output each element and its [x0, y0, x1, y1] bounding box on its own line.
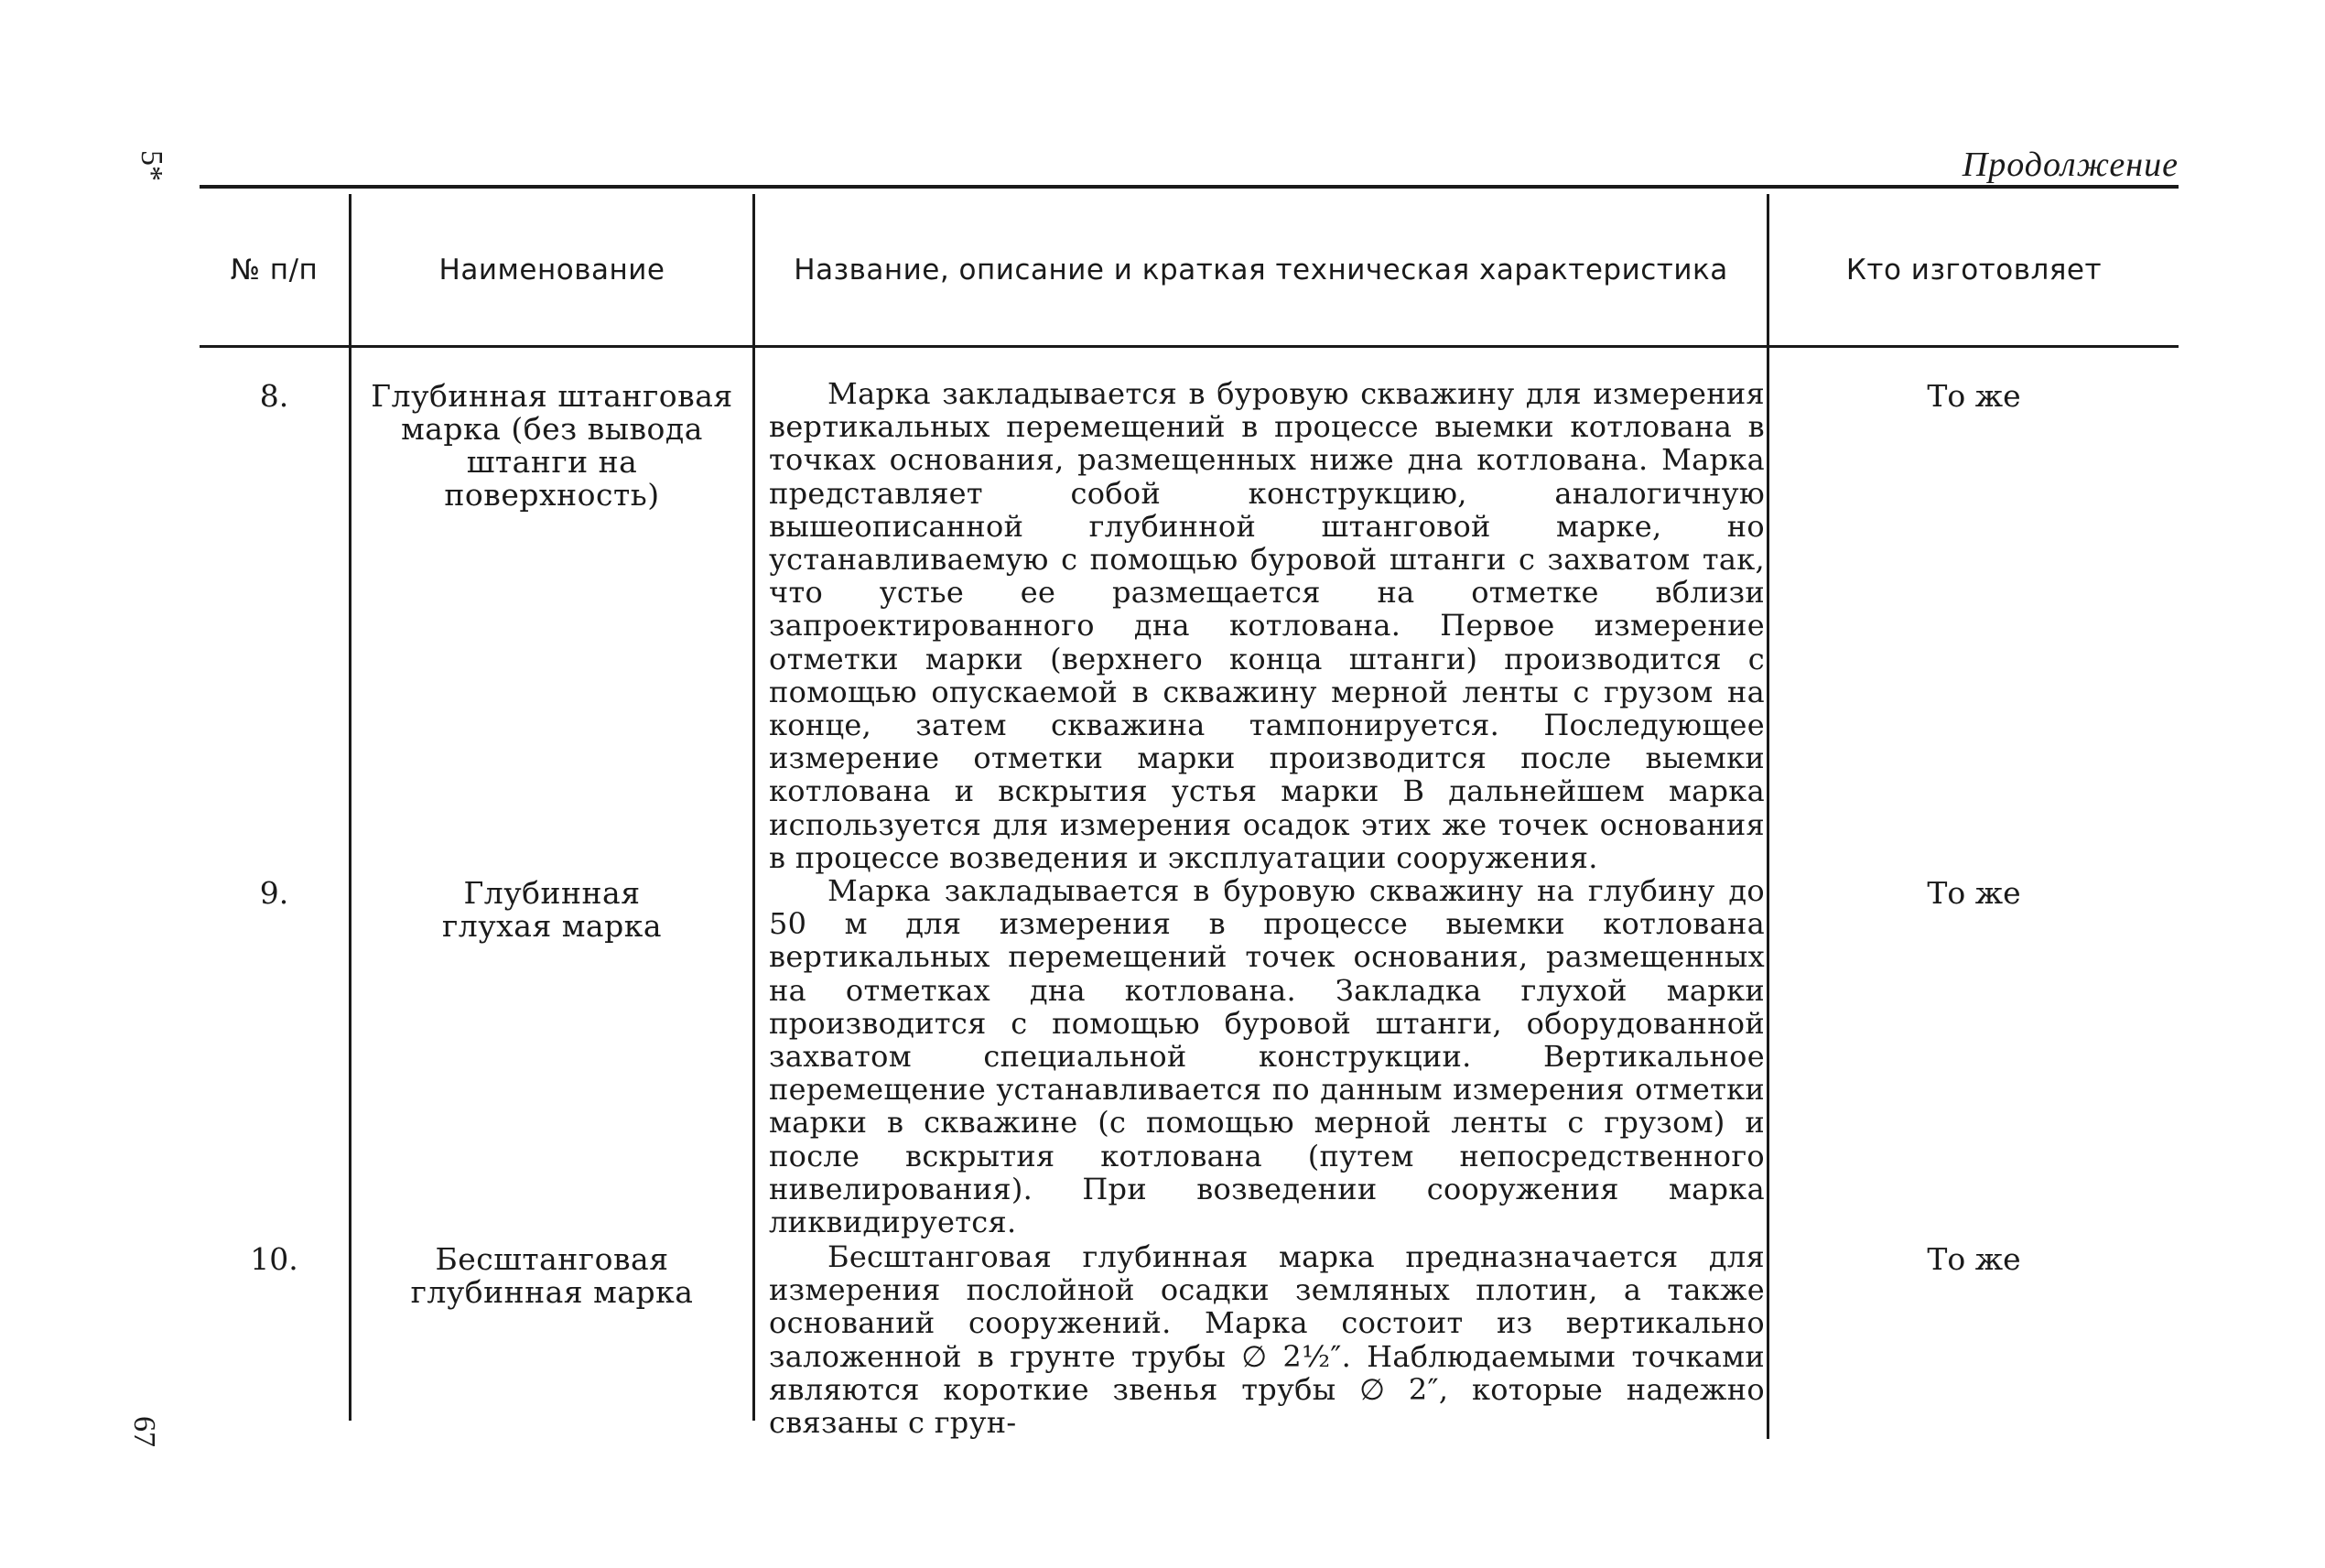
header-name: Наименование	[438, 253, 665, 287]
row-name: Глубинная глухая марка	[441, 875, 663, 944]
row-name: Бесштанговая глубинная марка	[410, 1241, 694, 1310]
row-maker: То же	[1927, 1241, 2021, 1277]
row-name: Глубинная штанговая марка (без вывода штанги на поверхность)	[371, 378, 733, 513]
row-description: Марка закладывается в буровую скважину для измерения вертикальных перемещений в процессе выемки котлована в точках основания, размещенных ниже дна котлована. Марка представляет собой конструкцию, аналогичную вышеописанной глубинной штанговой марке, но устанавливаемую с помощью буровой штанги с захватом так, что устье ее размещается на отметке вблизи запроектированного дна котлована. Первое измерение отметки марки (верхнего конца штанги) производится с помощью опускаемой в скважину мерной ленты с грузом на конце, затем скважина тампонируется. Последующее измерение отметки марки производится после выемки котлована и вскрытия устья марки В дальнейшем марка используется для измерения осадок этих же точек основания в процессе возведения и эксплуатации сооружения.	[769, 376, 1765, 875]
table-header-rule	[200, 345, 2179, 348]
row-maker: То же	[1927, 875, 2021, 911]
row-maker: То же	[1927, 378, 2021, 414]
header-number: № п/п	[230, 253, 319, 287]
column-divider	[349, 194, 351, 1421]
row-number: 9.	[259, 875, 289, 911]
row-description: Бесштанговая глубинная марка предназначается для измерения послойной осадки земляных плотин, а также оснований сооружений. Марка состоит из вертикально заложенной в грунте трубы ∅ 2½″. Наблюдаемыми точками являются короткие звенья трубы ∅ 2″, которые надежно связаны с грун-	[769, 1239, 1765, 1441]
row-number: 10.	[250, 1241, 298, 1277]
row-number: 8.	[259, 378, 289, 414]
header-description: Название, описание и краткая техническая характеристика	[794, 253, 1728, 287]
page-number: 67	[127, 1416, 161, 1447]
continuation-label: Продолжение	[1962, 146, 2179, 184]
row-description: Марка закладывается в буровую скважину на глубину до 50 м для измерения в процессе выемки котлована вертикальных перемещений точек основания, размещенных на отметках дна котлована. Закладка глухой марки производится с помощью буровой штанги, оборудованной захватом специальной конструкции. Вертикальное перемещение устанавливается по данным измерения отметки марки в скважине (с помощью мерной ленты с грузом) и после вскрытия котлована (путем непосредственного нивелирования). При возведении сооружения марка ликвидируется.	[769, 873, 1765, 1240]
column-divider	[752, 194, 755, 1421]
table-top-rule	[200, 185, 2179, 189]
page-marker-top: 5*	[135, 150, 168, 181]
header-maker: Кто изготовляет	[1845, 253, 2103, 287]
